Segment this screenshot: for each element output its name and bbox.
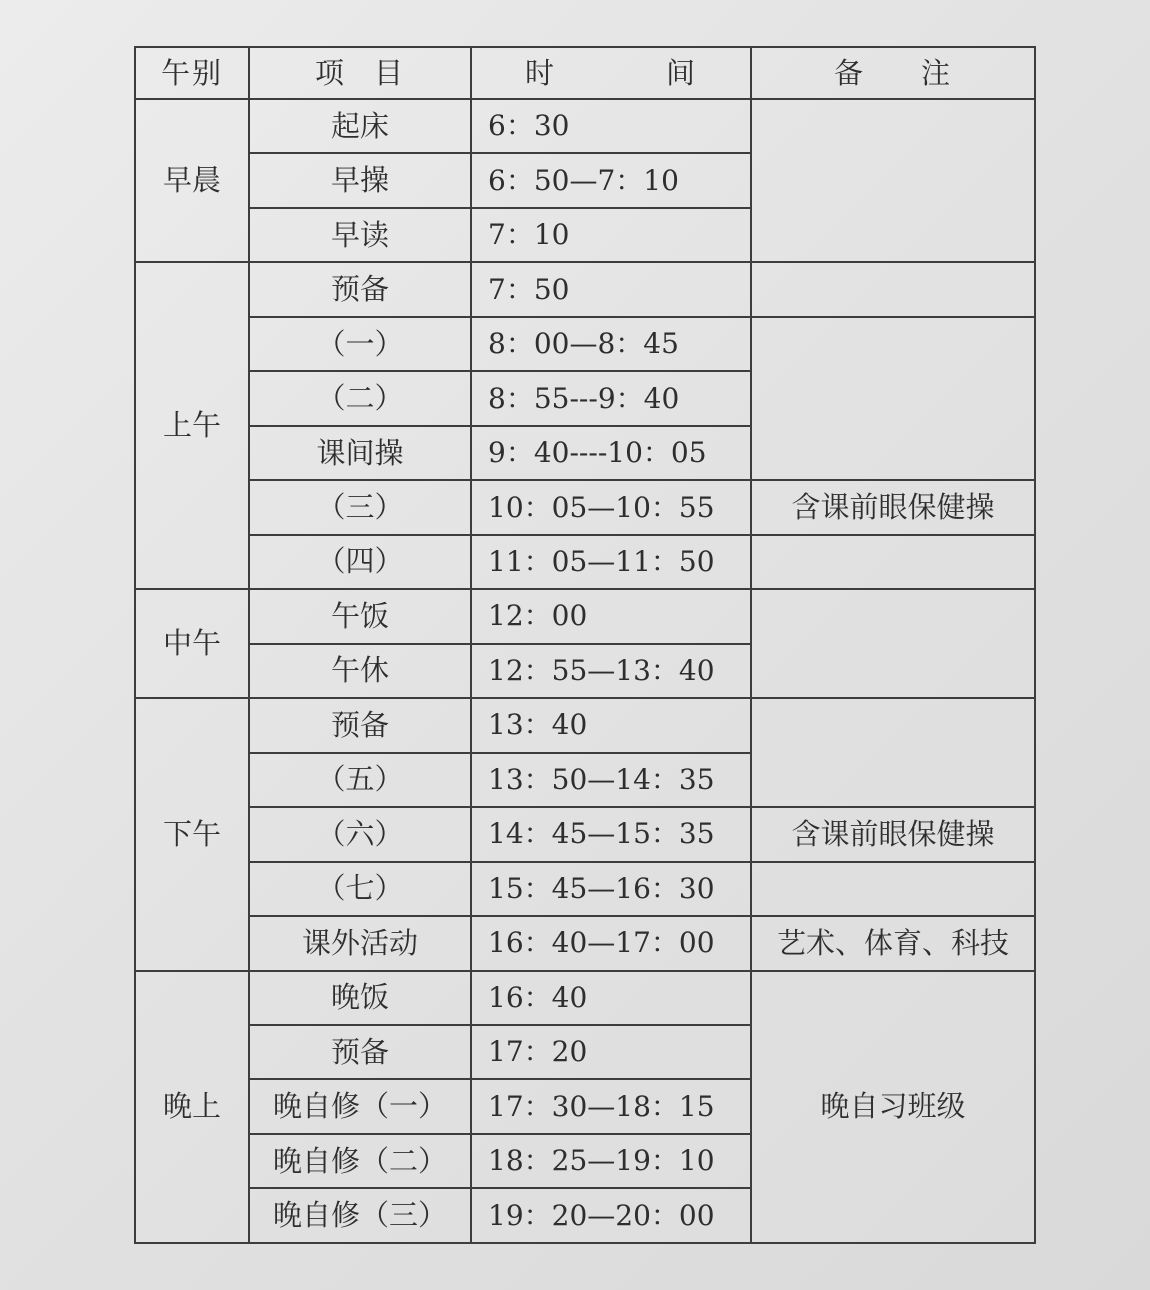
table-row: [135, 971, 1035, 1025]
item-cell: 预备: [249, 698, 471, 752]
table-row: [135, 317, 1035, 371]
item-cell: 晚自修（三）: [249, 1188, 471, 1243]
time-cell: 12：55—13：40: [471, 644, 751, 698]
item-cell: 早操: [249, 153, 471, 207]
item-cell: 早读: [249, 208, 471, 262]
time-cell: 11：05—11：50: [471, 535, 751, 589]
note-cell: [751, 262, 1035, 316]
table-row: [135, 99, 1035, 153]
table-row: [135, 916, 1035, 970]
item-cell: 起床: [249, 99, 471, 153]
time-cell: 7：10: [471, 208, 751, 262]
header-time: 时 间: [471, 47, 751, 99]
note-cell: [751, 589, 1035, 698]
item-cell: 午休: [249, 644, 471, 698]
time-cell: 18：25—19：10: [471, 1134, 751, 1188]
item-cell: （三）: [249, 480, 471, 534]
item-cell: （四）: [249, 535, 471, 589]
table-row: [135, 862, 1035, 916]
period-cell: 中午: [135, 589, 249, 698]
time-cell: 7：50: [471, 262, 751, 316]
note-cell: [751, 535, 1035, 589]
period-cell: 上午: [135, 262, 249, 589]
note-cell: [751, 698, 1035, 807]
item-cell: （六）: [249, 807, 471, 861]
item-cell: （一）: [249, 317, 471, 371]
item-cell: 晚自修（一）: [249, 1079, 471, 1133]
item-cell: 预备: [249, 1025, 471, 1079]
schedule-table: [134, 46, 1036, 1244]
item-cell: （二）: [249, 371, 471, 425]
time-cell: 6：30: [471, 99, 751, 153]
table-row: [135, 698, 1035, 752]
time-cell: 6：50—7：10: [471, 153, 751, 207]
time-cell: 16：40—17：00: [471, 916, 751, 970]
time-cell: 13：50—14：35: [471, 753, 751, 807]
note-cell: 晚自习班级: [751, 971, 1035, 1244]
time-cell: 10：05—10：55: [471, 480, 751, 534]
table-row: [135, 480, 1035, 534]
note-cell: 艺术、体育、科技: [751, 916, 1035, 970]
table-row: [135, 589, 1035, 643]
period-cell: 早晨: [135, 99, 249, 262]
item-cell: 课间操: [249, 426, 471, 480]
time-cell: 13：40: [471, 698, 751, 752]
note-cell: 含课前眼保健操: [751, 807, 1035, 861]
time-cell: 17：30—18：15: [471, 1079, 751, 1133]
period-cell: 晚上: [135, 971, 249, 1244]
header-period: 午别: [135, 47, 249, 99]
table-row: [135, 535, 1035, 589]
time-cell: 12：00: [471, 589, 751, 643]
time-cell: 19：20—20：00: [471, 1188, 751, 1243]
header-row: [135, 47, 1035, 99]
period-cell: 下午: [135, 698, 249, 970]
table-row: [135, 807, 1035, 861]
time-cell: 16：40: [471, 971, 751, 1025]
time-cell: 8：00—8：45: [471, 317, 751, 371]
item-cell: （五）: [249, 753, 471, 807]
item-cell: 晚饭: [249, 971, 471, 1025]
item-cell: 预备: [249, 262, 471, 316]
note-cell: [751, 99, 1035, 262]
item-cell: 晚自修（二）: [249, 1134, 471, 1188]
item-cell: 午饭: [249, 589, 471, 643]
note-cell: [751, 317, 1035, 480]
note-cell: [751, 862, 1035, 916]
table-row: [135, 262, 1035, 316]
header-note: 备 注: [751, 47, 1035, 99]
time-cell: 14：45—15：35: [471, 807, 751, 861]
time-cell: 15：45—16：30: [471, 862, 751, 916]
header-item: 项 目: [249, 47, 471, 99]
time-cell: 8：55---9：40: [471, 371, 751, 425]
time-cell: 9：40----10：05: [471, 426, 751, 480]
note-cell: 含课前眼保健操: [751, 480, 1035, 534]
time-cell: 17：20: [471, 1025, 751, 1079]
item-cell: （七）: [249, 862, 471, 916]
item-cell: 课外活动: [249, 916, 471, 970]
